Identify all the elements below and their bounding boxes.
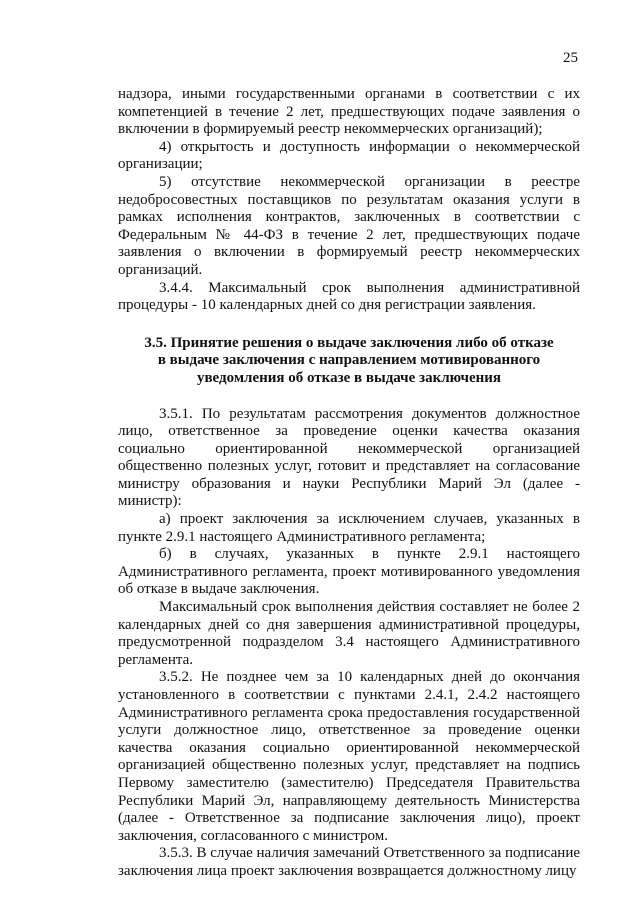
paragraph-3-5-1: 3.5.1. По результатам рассмотрения документов должностное лицо, ответственное за проведение оценки качества оказания социально ориентированной некоммерческой организацией общественно полезных услуг, готовит и представляет на согласование министру образования и науки Республики Марий Эл (далее - министр): bbox=[118, 405, 580, 510]
paragraph-criterion-5: 5) отсутствие некоммерческой организации в реестре недобросовестных поставщиков по результатам оказания услуги в рамках исполнения контрактов, заключенных в соответствии с Федеральным № 44-ФЗ в течение 2 лет, предшествующих подаче заявления о включении в формируемый реестр некоммерческих организаций. bbox=[118, 173, 580, 278]
page-number: 25 bbox=[563, 50, 578, 66]
section-heading-line-1: 3.5. Принятие решения о выдаче заключения либо об отказе bbox=[144, 334, 554, 351]
section-heading-line-3: уведомления об отказе в выдаче заключения bbox=[196, 369, 502, 386]
document-body bbox=[118, 86, 580, 881]
section-heading-3-5 bbox=[118, 335, 580, 388]
paragraph-criterion-4: 4) открытость и доступность информации о некоммерческой организации; bbox=[118, 138, 580, 173]
paragraph-3-5-3: 3.5.3. В случае наличия замечаний Ответственного за подписание заключения лица проект заключения возвращается должностному лицу bbox=[118, 845, 581, 879]
paragraph-max-term: Максимальный срок выполнения действия составляет не более 2 календарных дней со дня завершения административной процедуры, предусмотренной подразделом 3.4 настоящего Административного регламента. bbox=[118, 599, 580, 668]
section-heading-line-2: в выдаче заключения с направлением мотивированного bbox=[157, 352, 541, 369]
paragraph-3-4-4: 3.4.4. Максимальный срок выполнения административной процедуры - 10 календарных дней со дня регистрации заявления. bbox=[118, 279, 580, 314]
paragraph-supervision-tail: надзора, иными государственными органами в соответствии с их компетенцией в течение 2 лет, предшествующих подаче заявления о включении в формируемый реестр некоммерческих организаций); bbox=[118, 86, 580, 138]
paragraph-item-b: б) в случаях, указанных в пункте 2.9.1 настоящего Административного регламента, проект мотивированного уведомления об отказе в выдаче заключения. bbox=[118, 546, 580, 598]
paragraph-3-5-2: 3.5.2. Не позднее чем за 10 календарных дней до окончания установленного в соответствии с пунктами 2.4.1, 2.4.2 настоящего Административного регламента срока предоставления государственной услуги должностное лицо, ответственное за проведение оценки качества оказания социально ориентированной некоммерческой организацией общественно полезных услуг, представляет на подпись Первому заместителю (заместителю) Председателя Правительства Республики Марий Эл, направляющему деятельность Министерства (далее - Ответственное за подписание заключения лицо), проект заключения, согласованного с министром. bbox=[118, 669, 580, 844]
paragraph-item-a: а) проект заключения за исключением случаев, указанных в пункте 2.9.1 настоящего Административного регламента; bbox=[118, 511, 580, 545]
